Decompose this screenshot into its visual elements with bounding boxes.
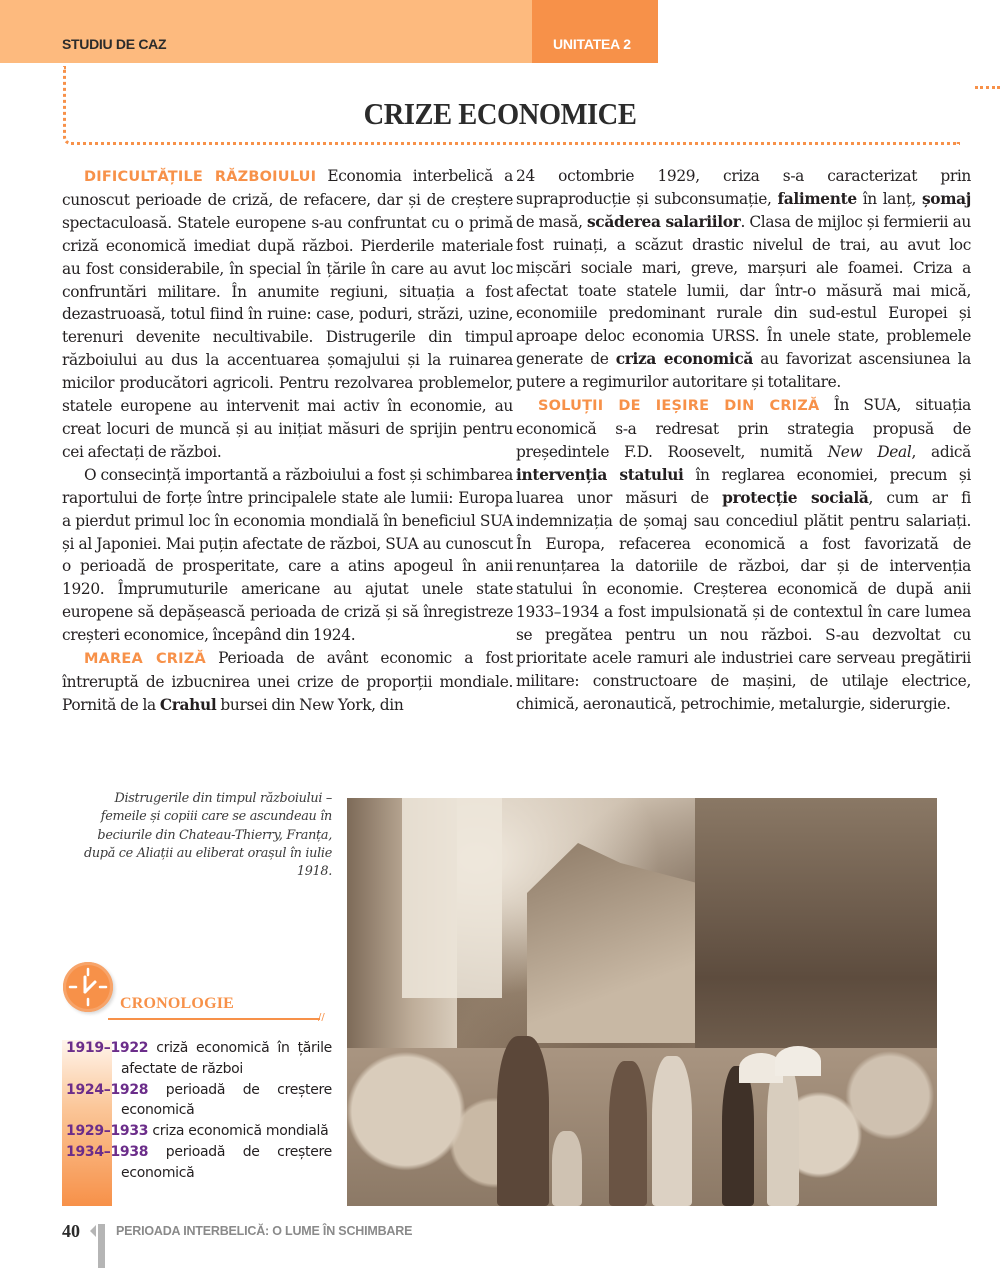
decorative-dots	[975, 86, 1000, 89]
paragraph-text: În SUA, situația economică s-a redresat prin strategia propusă de președintele F.D. Roosevelt, numită	[516, 396, 971, 461]
paragraph-text: O consecință importantă a războiului a fost și schimbarea raportului de forțe între principalele state ale lumii: Europa a pierdut primul loc în economia mondială în beneficiul SUA și al Japoniei. Mai puțin afectate de război, SUA au cunoscut o perioadă de prosperitate, care a atins apogeul în anii 1920. Împrumuturile americane au ajutat unele state europene să depășească perioada de criză și să înregistreze creșteri economice, începând din 1924.	[62, 465, 513, 645]
rubric-solutions: SOLUȚII DE IEȘIRE DIN CRIZĂ	[538, 398, 820, 415]
rubric-great-crisis: MAREA CRIZĂ	[84, 651, 206, 668]
timeline-years: 1929–1933	[66, 1123, 149, 1140]
paragraph-text: au favorizat ascensiunea la putere a regimurilor autoritare și totalitare.	[516, 350, 971, 392]
photo-building-ruin	[527, 843, 697, 1043]
paragraph-great-crisis	[62, 647, 513, 717]
term-criza-economica: criza economică	[615, 350, 753, 369]
paragraph-text: , adică	[911, 442, 971, 461]
rubric-war-difficulties: DIFICULTĂȚILE RĂZBOIULUI	[84, 169, 317, 185]
paragraph-text: de masă,	[516, 212, 587, 231]
paragraph-solutions	[516, 394, 971, 716]
page-title: CRIZE ECONOMICE	[363, 96, 637, 131]
timeline-item	[66, 1142, 332, 1184]
timeline-text: criză economică în țările afectate de război	[121, 1040, 332, 1077]
unit-label: UNITATEA 2	[553, 36, 631, 52]
photo-figure	[497, 1036, 549, 1206]
term-protectie-sociala: protecție socială	[722, 488, 869, 507]
term-interventia-statului: intervenția statului	[516, 465, 684, 484]
paragraph-text: în reglarea economiei, precum și luarea unor măsuri de	[516, 465, 971, 507]
war-ruins-photo	[347, 798, 937, 1206]
paragraph-text: , cum ar fi indemnizația de șomaj sau concediul plătit pentru salariați. În Europa, refacerea economică a fost favorizată de renunțarea la datoriile de război, dar și de intervenția statului în economie. Creșterea economică de după anii 1933–1934 a fost impulsionată și de contextul în care lumea se pregătea pentru un nou război. S-au dezvoltat cu prioritate acele ramuri ale industriei care serveau pregătirii militare: constructoare de mașini, de utilaje electrice, chimică, aeronautică, petrochimie, metalurgie, siderurgie.	[516, 488, 971, 713]
term-falimente: falimente	[777, 189, 857, 208]
timeline-item	[66, 1121, 332, 1142]
paragraph-text: . Clasa de mijloc și fermierii au fost ruinați, a scăzut drastic nivelul de trai, au avut loc mișcări sociale mari, greve, marșuri ale foamei. Criza a afectat toate statele lumii, dar într-o măsură mai mică, economiile predominant rurale din sud-estul Europei și aproape deloc economia URSS. În unele state, problemele generate de	[516, 212, 971, 369]
term-new-deal: New Deal	[827, 442, 912, 461]
timeline-years: 1924–1928	[66, 1081, 149, 1098]
timeline-years: 1919–1922	[66, 1040, 149, 1056]
timeline-years: 1934–1938	[66, 1143, 149, 1160]
paragraph-text: 24 octombrie 1929, criza s-a caracterizat prin supraproducție și subconsumație,	[516, 167, 971, 208]
paragraph-crisis-continued	[516, 165, 971, 394]
paragraph-war-difficulties	[62, 165, 513, 464]
photo-sky	[402, 798, 502, 998]
photo-caption: Distrugerile din timpul războiului – femeile și copiii care se ascundeau în beciurile din Chateau-Thierry, Franța, după ce Aliații au eliberat orașul în iulie 1918.	[83, 791, 332, 880]
section-label: STUDIU DE CAZ	[62, 36, 167, 52]
photo-figure	[609, 1061, 647, 1206]
paragraph-text: Perioada de avânt economic a fost întreruptă de izbucnirea unei crize de proporții mondiale. Pornită de la	[62, 649, 513, 714]
header-bar	[0, 0, 532, 63]
footer-bar	[98, 1224, 105, 1268]
paragraph-consequence	[62, 464, 513, 647]
photo-figure	[652, 1056, 692, 1206]
timeline-item	[66, 1080, 332, 1122]
footer-chapter-title: PERIOADA INTERBELICĂ: O LUME ÎN SCHIMBARE	[116, 1224, 413, 1238]
cronologie-title: CRONOLOGIE	[120, 995, 235, 1012]
left-column	[62, 165, 513, 717]
photo-figure	[552, 1131, 582, 1206]
paragraph-text: în lanț,	[856, 189, 922, 208]
term-somaj: șomaj	[921, 189, 971, 208]
page-number: 40	[62, 1221, 80, 1241]
paragraph-text: bursei din New York, din	[216, 695, 404, 714]
cronologie-list	[66, 1038, 332, 1184]
photo-figure	[722, 1066, 754, 1206]
term-scaderea-salariilor: scăderea salariilor	[586, 212, 741, 231]
clock-icon	[63, 962, 113, 1012]
timeline-text: criza economică mondială	[152, 1123, 329, 1140]
timeline-text: perioadă de creștere economică	[121, 1081, 332, 1119]
right-column	[516, 165, 971, 716]
timeline-text: perioadă de creștere economică	[121, 1143, 332, 1181]
clock-glyph	[63, 962, 113, 1012]
timeline-item	[66, 1038, 332, 1080]
cronologie-rule	[108, 1018, 320, 1020]
footer-arrow-icon	[90, 1225, 96, 1237]
term-crahul: Crahul	[159, 695, 217, 714]
paragraph-text: Economia interbelică a cunoscut perioade de criză, de refacere, dar și de creștere spectaculoasă. Statele europene s-au confruntat cu o primă criză economică imediat după război. Pierderile materiale au fost considerabile, în special în țările în care au avut loc confruntări militare. În anumite regiuni, situația a fost dezastruoasă, totul fiind în ruine: case, poduri, străzi, uzine, terenuri devenite necultivabile. Distrugerile din timpul războiului au dus la accentuarea șomajului și la ruinarea micilor producători agricoli. Pentru rezolvarea problemelor, statele europene au intervenit mai activ în economie, au creat locuri de muncă și au inițiat măsuri de sprijin pentru cei afectați de război.	[62, 167, 513, 461]
header-unit-tab	[532, 0, 658, 63]
photo-umbrella	[775, 1046, 821, 1076]
rule-end-icon: //	[318, 1012, 325, 1023]
